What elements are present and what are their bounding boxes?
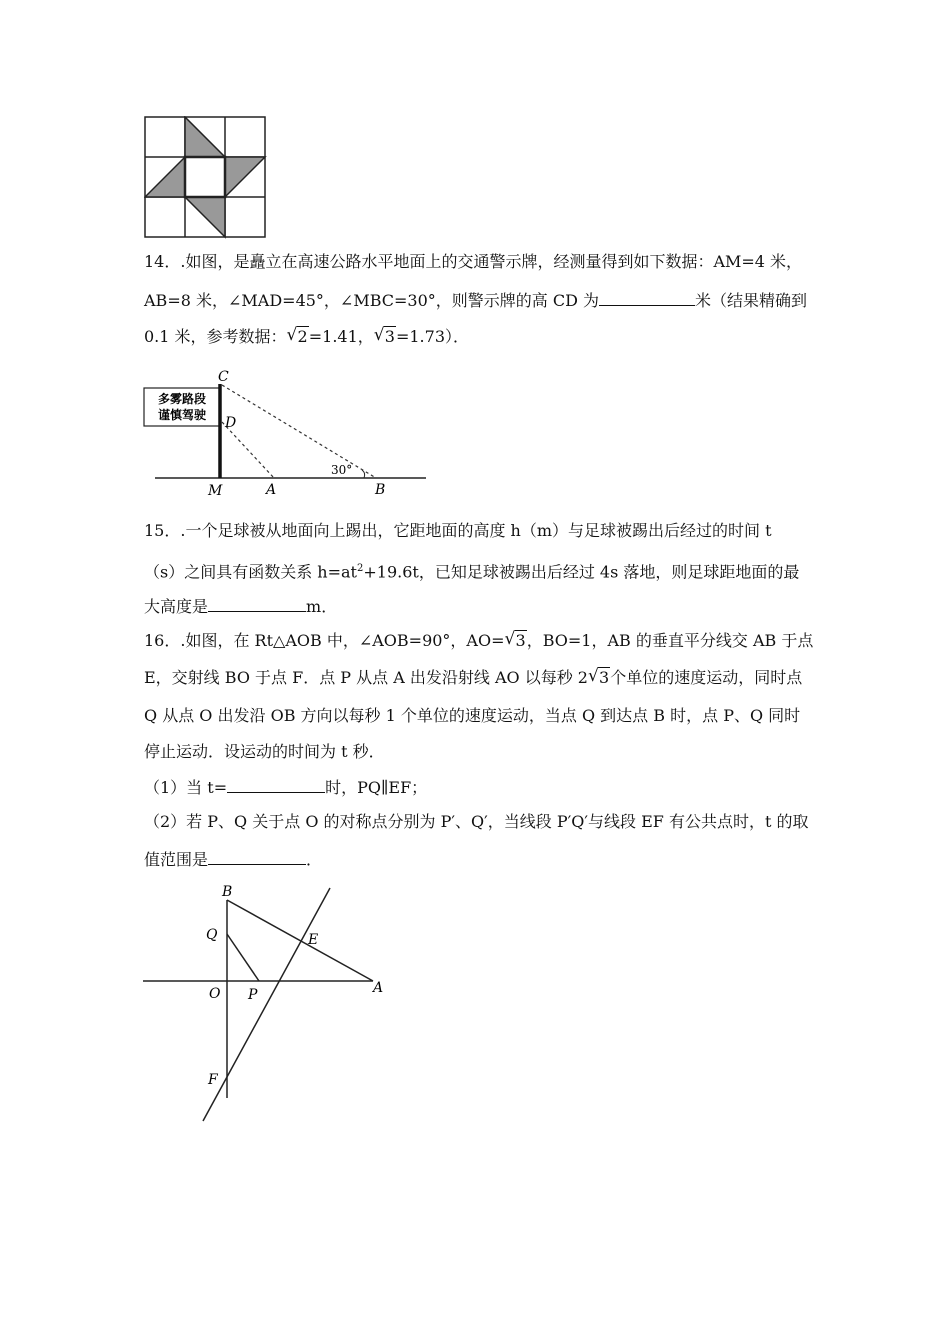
q14-line-2	[144, 289, 807, 312]
label-D: D	[225, 415, 237, 431]
label-P: P	[248, 987, 258, 1003]
label-A: A	[266, 482, 277, 498]
sqrt-symbol: √ 3	[504, 629, 526, 650]
label-B: B	[375, 482, 386, 498]
shaded-triangle-right	[225, 157, 265, 197]
grid-figure	[144, 116, 268, 240]
q14-text: 0.1 米，参考数据：	[144, 327, 287, 346]
sqrt-symbol: √ 3	[373, 325, 395, 346]
q14-text: 米（结果精确到	[695, 291, 808, 310]
answer-blank-q14[interactable]	[599, 289, 695, 306]
shaded-triangle-left	[145, 157, 185, 197]
q16-line-3: Q 从点 O 出发沿 OB 方向以每秒 1 个单位的速度运动，当点 Q 到达点 B 时，点 P、Q 同时	[144, 706, 801, 725]
answer-blank-q16-2[interactable]	[208, 848, 306, 865]
triangle-aob-figure	[140, 880, 400, 1126]
sqrt-symbol: √ 2	[286, 325, 308, 346]
q15-text: m．	[306, 597, 338, 616]
q16-part-1	[144, 776, 427, 799]
q16-text: 个单位的速度运动，同时点	[610, 668, 803, 687]
answer-blank-q16-1[interactable]	[227, 776, 325, 793]
warning-sign-figure	[140, 366, 440, 500]
sign-text-2: 谨慎驾驶	[157, 408, 207, 422]
q16-text: 值范围是	[144, 850, 209, 869]
label-A: A	[373, 980, 384, 996]
q15-text: 大高度是	[144, 597, 209, 616]
q15-text: （s）之间具有函数关系 h=at	[144, 562, 357, 582]
label-F: F	[208, 1072, 218, 1088]
q16-line-1	[144, 630, 813, 652]
label-C: C	[218, 369, 229, 385]
q16-text: 16．.如图，在 Rt△AOB 中，∠AOB=90°，AO=	[144, 631, 505, 650]
q14-line-3	[144, 326, 469, 348]
q15-line-1: 15．.一个足球被从地面向上踢出，它距地面的高度 h（m）与足球被踢出后经过的时间 t	[144, 521, 772, 540]
label-M: M	[208, 483, 223, 499]
angle-30-label: 30°	[331, 463, 353, 477]
q15-line-3	[144, 595, 337, 618]
q14-text: AB=8 米，∠MAD=45°，∠MBC=30°，则警示牌的高 CD 为	[144, 291, 600, 310]
q14-line-1: 14．.如图，是矗立在高速公路水平地面上的交通警示牌，经测量得到如下数据：AM=4 米，	[144, 252, 803, 271]
q16-text: ．	[306, 850, 323, 869]
q16-text: （1）当 t=	[144, 778, 228, 797]
q14-text: =1.73）．	[395, 327, 470, 346]
q15-line-2	[144, 558, 799, 583]
q16-line-2	[144, 667, 802, 689]
label-E: E	[308, 932, 319, 948]
shaded-triangle-top	[185, 117, 225, 157]
q16-text: ，BO=1，AB 的垂直平分线交 AB 于点	[526, 631, 814, 650]
q16-text: E，交射线 BO 于点 F．点 P 从点 A 出发沿射线 AO 以每秒 2	[144, 668, 588, 687]
label-O: O	[209, 986, 221, 1002]
sign-text-1: 多雾路段	[157, 392, 207, 406]
q15-text: +19.6t，已知足球被踢出后经过 4s 落地，则足球距地面的最	[363, 562, 800, 582]
exponent: 2	[356, 563, 364, 574]
label-B: B	[222, 884, 233, 900]
sqrt-symbol: √ 3	[588, 666, 610, 687]
answer-blank-q15[interactable]	[208, 595, 306, 612]
q16-text: 时，PQ∥EF；	[325, 778, 428, 797]
q14-text: =1.41，	[308, 327, 374, 346]
label-Q: Q	[206, 927, 218, 943]
shaded-triangle-bottom	[185, 197, 225, 237]
q16-part-2-line-2	[144, 848, 322, 871]
q16-line-4: 停止运动．设运动的时间为 t 秒．	[144, 742, 385, 761]
q16-part-2: （2）若 P、Q 关于点 O 的对称点分别为 P′、Q′，当线段 P′Q′与线段 EF 有公共点时，t 的取	[144, 812, 809, 831]
